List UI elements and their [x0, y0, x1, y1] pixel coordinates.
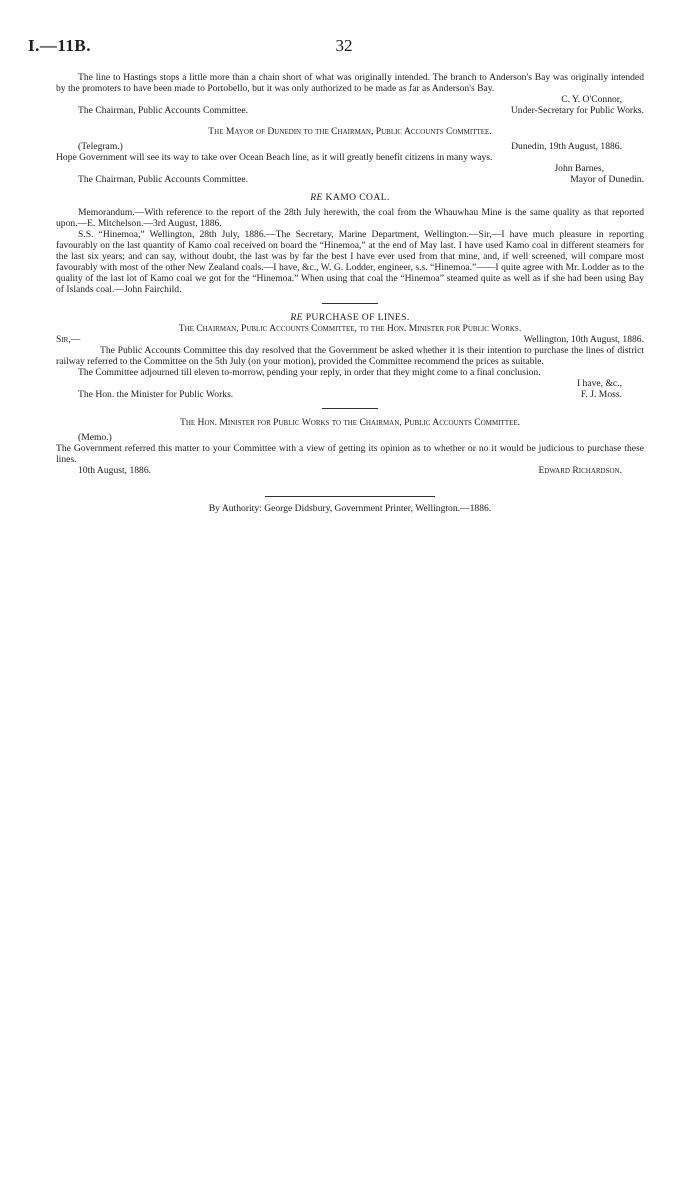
- signature-title: Mayor of Dunedin.: [570, 174, 644, 185]
- section-title: [56, 312, 644, 323]
- page-content: [56, 72, 644, 514]
- letter-paragraph: The Committee adjourned till eleven to-morrow, pending your reply, in order that they might come to a final conclusion.: [78, 367, 541, 378]
- signature-name: C. Y. O'Connor,: [561, 94, 622, 105]
- footer-divider: [265, 496, 435, 497]
- signature-name: Edward Richardson.: [538, 465, 622, 476]
- signature-row: [56, 174, 644, 185]
- signature-name: John Barnes,: [554, 163, 604, 174]
- memo-label: (Memo.): [78, 432, 112, 443]
- page-number: 32: [335, 36, 353, 55]
- telegram-label: (Telegram.): [78, 141, 123, 152]
- document-reference: I.—11B.: [28, 36, 92, 55]
- addressee: The Chairman, Public Accounts Committee.: [78, 105, 248, 116]
- letter-dateline: [56, 334, 644, 345]
- memo-heading: The Hon. Minister for Public Works to the Chairman, Public Accounts Committee.: [179, 417, 521, 428]
- engineer-letter-paragraph: S.S. “Hinemoa,” Wellington, 28th July, 1886.—The Secretary, Marine Department, Wellington.—Sir,—I have much pleasure in reporting favourably on the last quantity of Kamo coal received on board the “Hinemoa,” at the end of May last. I have used Kamo coal in different steamers for the last six years; and can say, without doubt, the last was by far the best I have ever used from that mine, and, if well screened, will compare most favourably with most of the other New Zealand coals.—I have, &c., W. G. Lodder, engineer, s.s. “Hinemoa.”——I quite agree with Mr. Lodder as to the quality of the last lot of Kamo coal we got for the “Hinemoa.” When using that coal the “Hinemoa” steamed quite as well as if she had been using Bay of Islands coal.—John Fairchild.: [56, 229, 644, 295]
- signature-row: [56, 465, 644, 476]
- salutation: Sir,—: [56, 334, 81, 345]
- telegram-message: Hope Government will see its way to take over Ocean Beach line, as it will greatly benefit citizens in many ways.: [56, 152, 493, 163]
- title-prefix: RE: [290, 312, 303, 323]
- memorandum-paragraph: Memorandum.—With reference to the report of the 28th July herewith, the coal from the Whauwhau Mine is the same quality as that reported upon.—E. Mitchelson.—3rd August, 1886.: [56, 207, 644, 229]
- letter-heading: The Chairman, Public Accounts Committee, to the Hon. Minister for Public Works.: [178, 323, 522, 334]
- closing: I have, &c.,: [576, 378, 622, 389]
- title-text: KAMO COAL.: [325, 192, 390, 203]
- signature-name: F. J. Moss.: [580, 389, 622, 400]
- section-divider: [322, 303, 378, 304]
- memo-message: The Government referred this matter to your Committee with a view of getting its opinion as to whether or no it would be judicious to purchase these lines.: [56, 443, 644, 465]
- letter-paragraph: The Public Accounts Committee this day resolved that the Government be asked whether it is their intention to purchase the lines of district railway referred to the Committee on the 5th July (on your motion), provided the Committee recommend the prices as suitable.: [56, 345, 644, 367]
- title-prefix: RE: [310, 192, 323, 203]
- place-date: Dunedin, 19th August, 1886.: [511, 141, 622, 152]
- printer-imprint: By Authority: George Didsbury, Government Printer, Wellington.—1886.: [208, 503, 492, 514]
- telegram-heading: The Mayor of Dunedin to the Chairman, Public Accounts Committee.: [208, 126, 492, 137]
- telegram-dateline: [56, 141, 644, 152]
- memo-date: 10th August, 1886.: [78, 465, 152, 476]
- section-title: [56, 192, 644, 203]
- title-text: PURCHASE OF LINES.: [305, 312, 410, 323]
- place-date: Wellington, 10th August, 1886.: [523, 334, 644, 345]
- signature-title: Under-Secretary for Public Works.: [510, 105, 644, 116]
- addressee: The Hon. the Minister for Public Works.: [78, 389, 234, 400]
- signature-row: [56, 389, 644, 400]
- page-header: [28, 36, 660, 62]
- signature-row: [56, 105, 644, 116]
- section-divider: [322, 408, 378, 409]
- addressee: The Chairman, Public Accounts Committee.: [78, 174, 248, 185]
- hastings-line-paragraph: The line to Hastings stops a little more than a chain short of what was originally intended. The branch to Anderson's Bay was originally intended by the promoters to have been made to Portobello, but it was only authorized to be made as far as Anderson's Bay.: [56, 72, 644, 94]
